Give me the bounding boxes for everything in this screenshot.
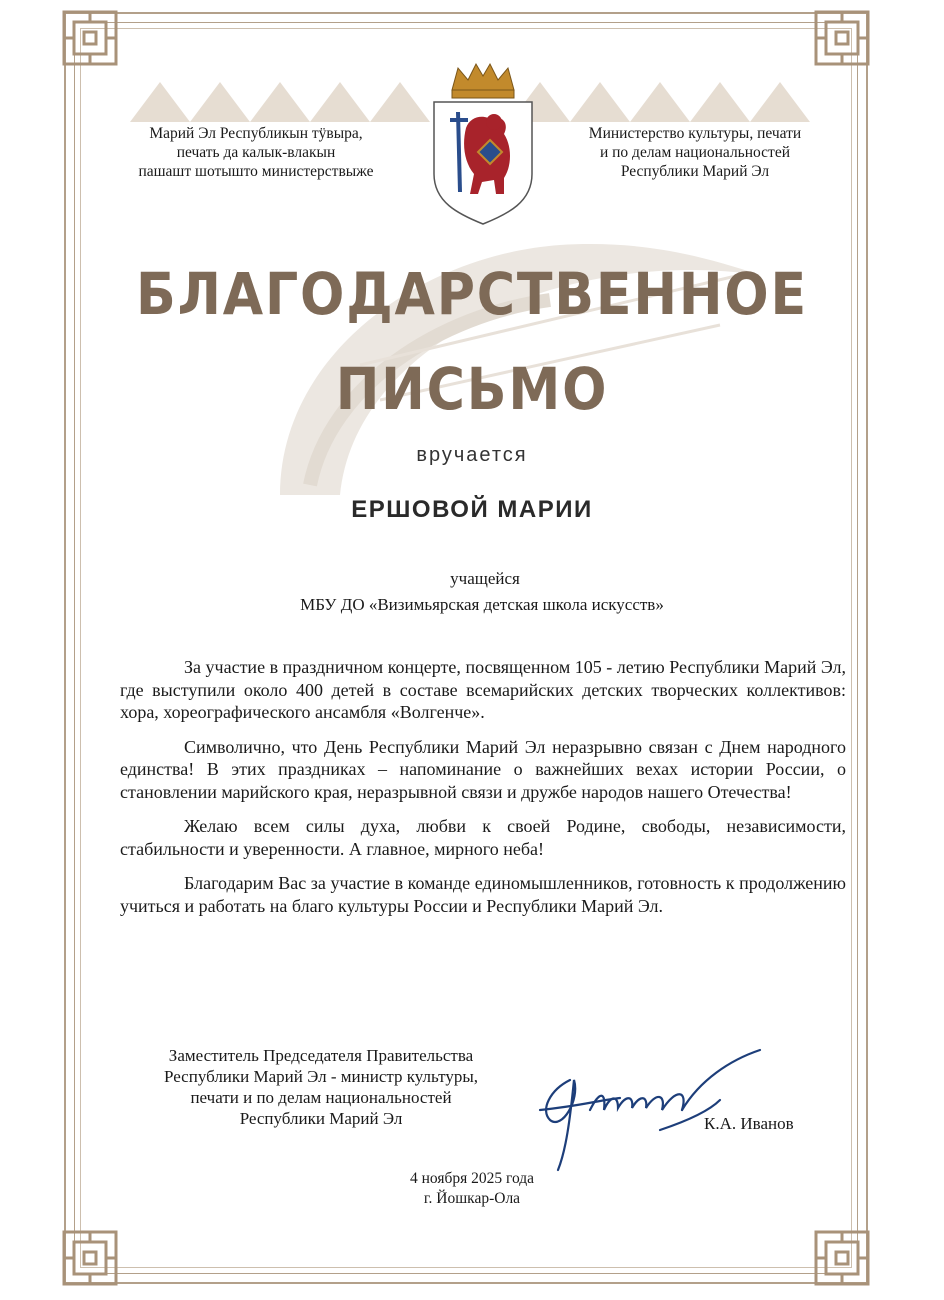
document-title-line-1: БЛАГОДАРСТВЕННОЕ bbox=[136, 260, 808, 328]
signatory-position-line: Заместитель Председателя Правительства bbox=[168, 1046, 474, 1065]
issue-place: г. Йошкар-Ола bbox=[423, 1190, 521, 1207]
presented-label: вручается bbox=[416, 444, 528, 466]
corner-ornament-icon bbox=[810, 1226, 874, 1290]
body-paragraph: Благодарим Вас за участие в команде единомышленников, готовность к продолжению учиться и работать на благо культуры России и Республики Марий Эл. bbox=[120, 873, 846, 916]
signatory-name: К.А. Иванов bbox=[704, 1114, 794, 1133]
recipient-organization: МБУ ДО «Визимьярская детская школа искусств» bbox=[300, 595, 664, 614]
header-left-line: Марий Эл Республикын тӱвыра, bbox=[149, 125, 363, 142]
issue-date: 4 ноября 2025 года bbox=[409, 1170, 535, 1187]
body-paragraph: Желаю всем силы духа, любви к своей Родине, свободы, независимости, стабильности и уверенности. А главное, мирного неба! bbox=[120, 816, 846, 859]
coat-of-arms-icon bbox=[430, 62, 536, 226]
ministry-name-mari bbox=[108, 124, 404, 181]
date-place bbox=[0, 1169, 944, 1209]
signatory-position bbox=[96, 1045, 546, 1129]
header-left-line: печать да калык-влакын bbox=[176, 144, 336, 161]
corner-ornament-icon bbox=[810, 6, 874, 70]
body-paragraph: За участие в праздничном концерте, посвященном 105 - летию Республики Марий Эл, где выступили около 400 детей в составе всемарийских детских творческих коллективов: хора, хореографического ансамбля «Волгенче». bbox=[120, 657, 846, 722]
corner-ornament-icon bbox=[58, 1226, 122, 1290]
header-left-line: пашашт шотышто министерствыже bbox=[138, 163, 374, 180]
signature-icon bbox=[510, 1040, 770, 1180]
header-right-line: и по делам национальностей bbox=[599, 144, 791, 161]
signatory-position-line: печати и по делам национальностей bbox=[190, 1088, 452, 1107]
signatory-position-line: Республики Марий Эл - министр культуры, bbox=[163, 1067, 478, 1086]
header-right-line: Министерство культуры, печати bbox=[588, 125, 802, 142]
document-title-line-2: ПИСЬМО bbox=[335, 355, 609, 423]
recipient-name: ЕРШОВОЙ МАРИИ bbox=[351, 496, 593, 523]
body-paragraph: Символично, что День Республики Марий Эл неразрывно связан с Днем народного единства! В этих праздниках – напоминание о важнейших вехах истории России, о становлении марийского края, неразрывной связи и дружбе народов нашего Отечества! bbox=[120, 736, 846, 802]
corner-ornament-icon bbox=[58, 6, 122, 70]
header-right-line: Республики Марий Эл bbox=[620, 163, 770, 180]
signatory-position-line: Республики Марий Эл bbox=[239, 1109, 403, 1128]
ministry-name-russian bbox=[558, 124, 832, 181]
letter-body bbox=[120, 656, 846, 929]
recipient-role: учащейся bbox=[450, 569, 520, 588]
